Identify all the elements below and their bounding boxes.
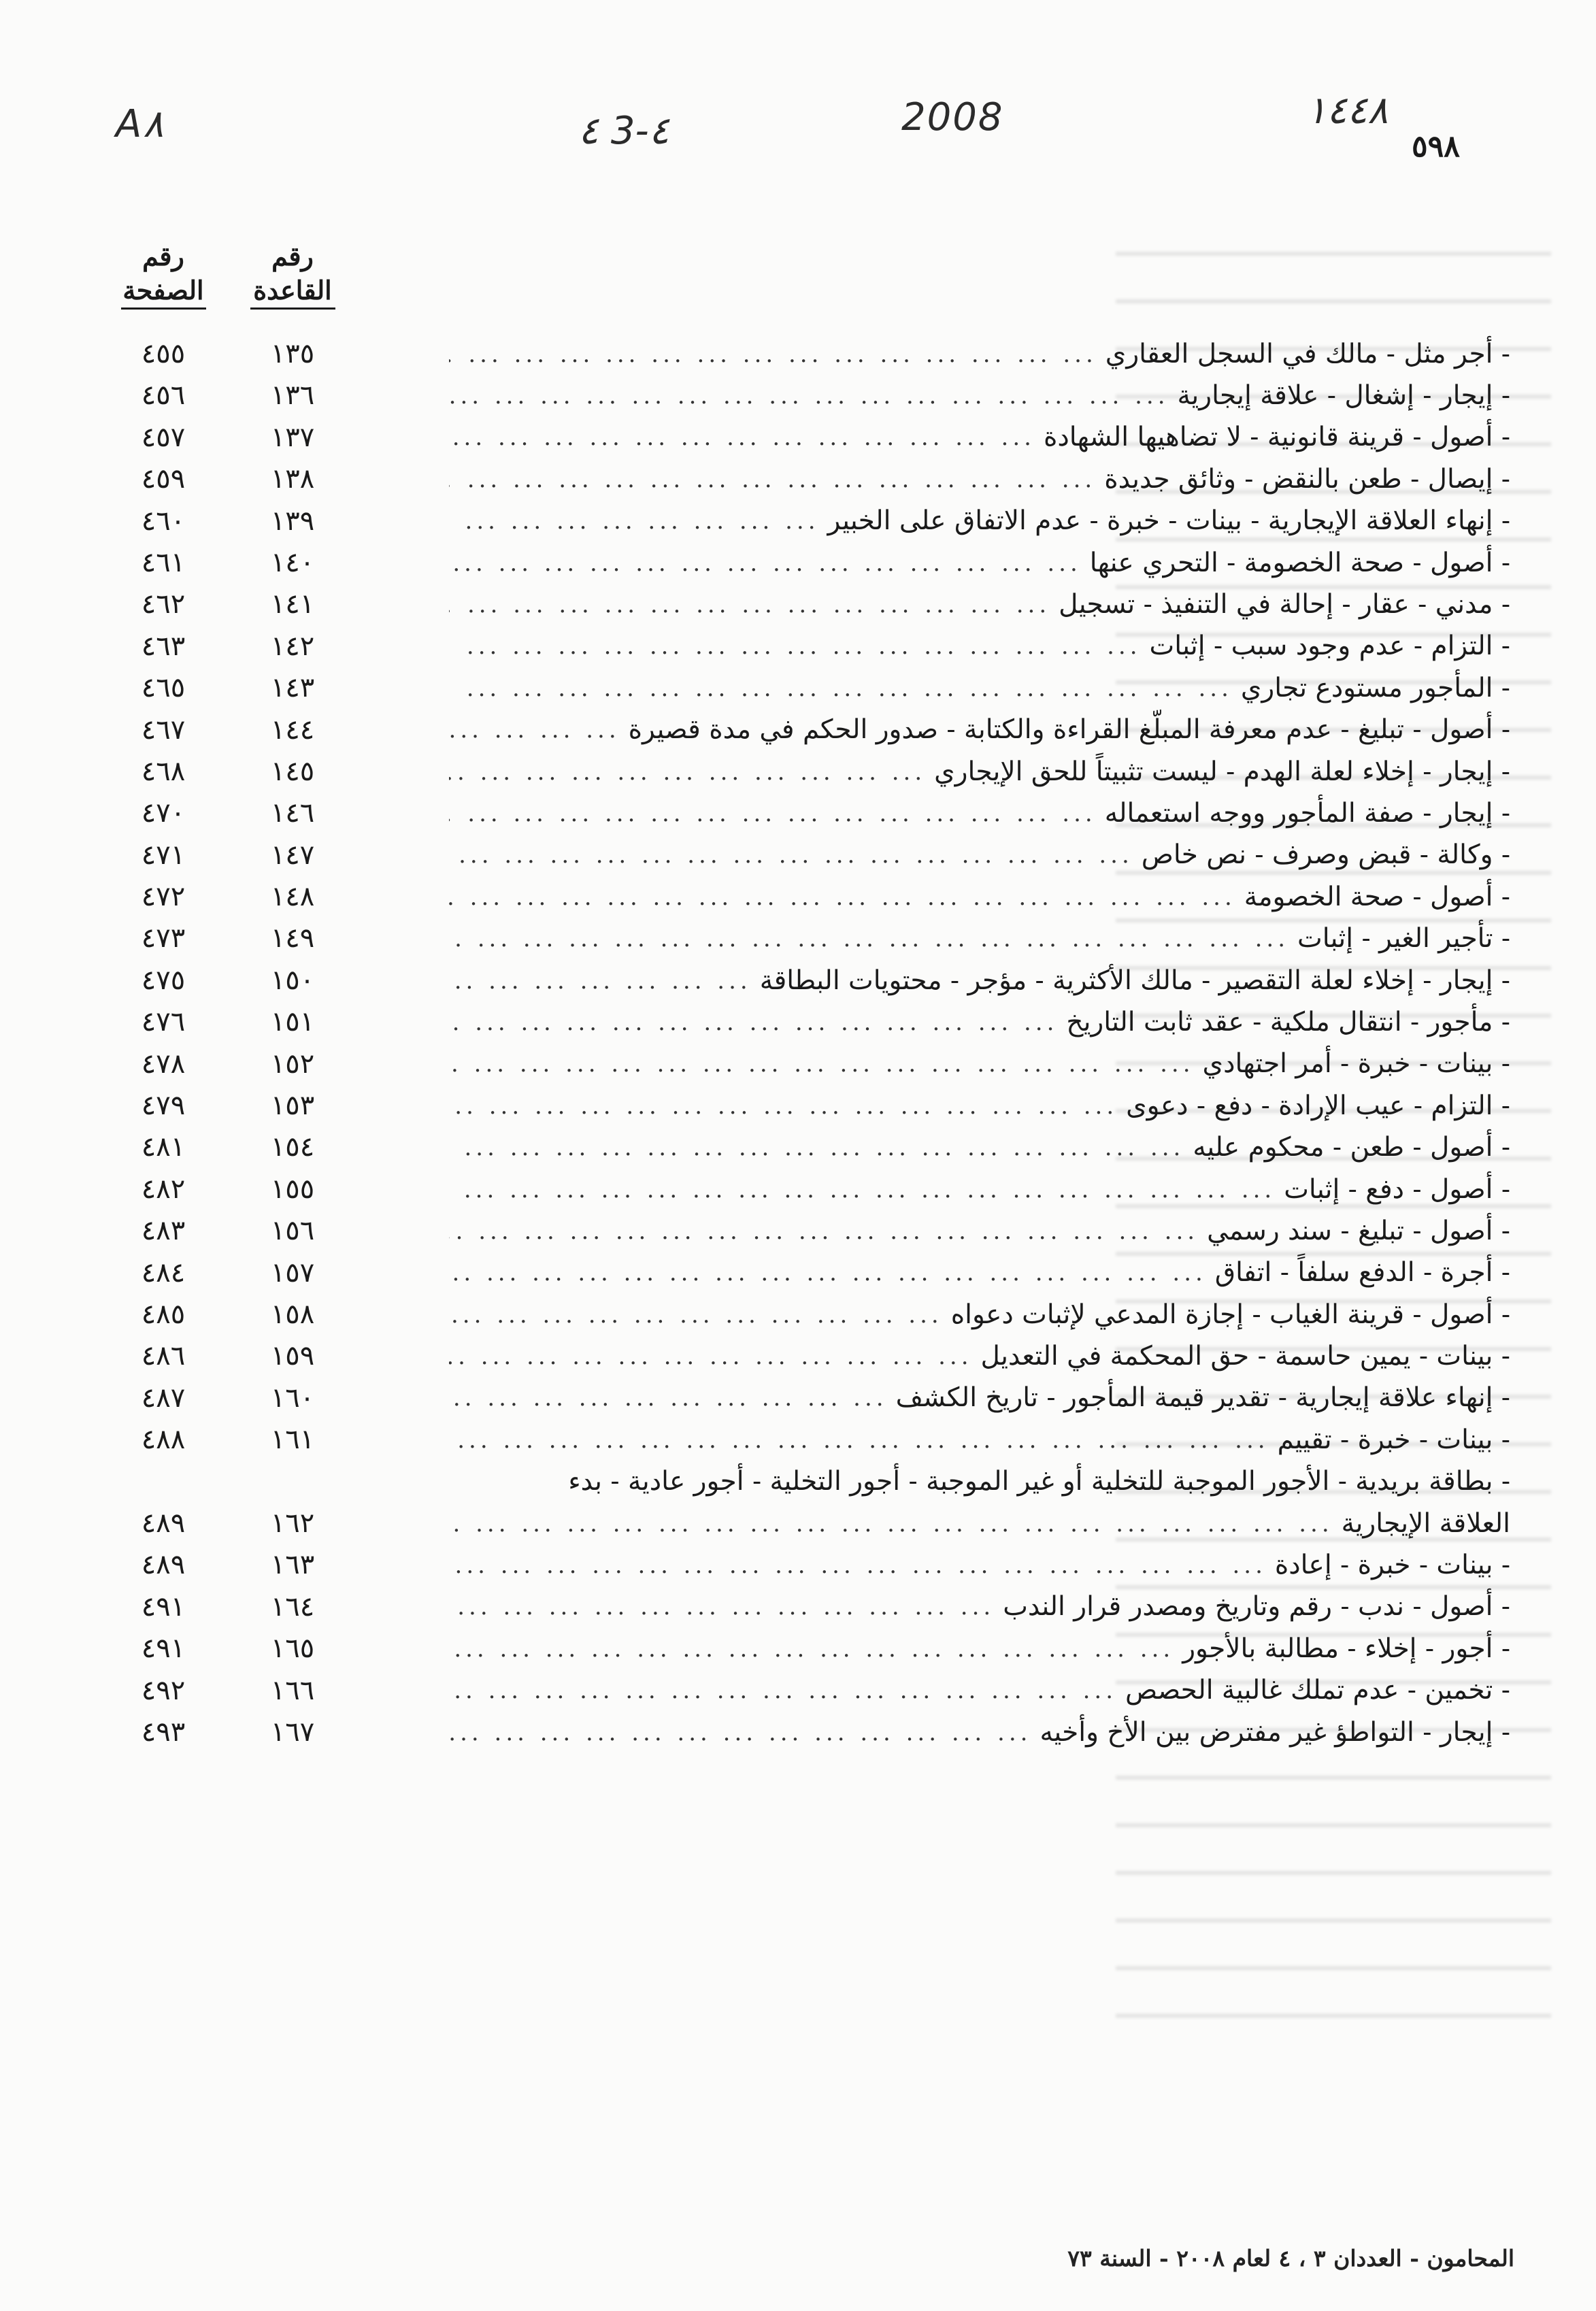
index-entry bbox=[116, 1001, 1510, 1043]
index-entry-title: - أصول - قرينة قانونية - لا تضاهيها الشهادة bbox=[1043, 422, 1510, 453]
index-entry-title: - بينات - خبرة - إعادة bbox=[1274, 1550, 1510, 1581]
index-entry bbox=[116, 667, 1510, 709]
index-entry bbox=[116, 1419, 1510, 1461]
page-reference: ٤٨٨ bbox=[141, 1424, 186, 1456]
index-entry bbox=[116, 1252, 1510, 1294]
index-entry-line bbox=[449, 375, 1510, 416]
index-entry bbox=[116, 1210, 1510, 1252]
index-entry-title: - بينات - يمين حاسمة - حق المحكمة في التعديل bbox=[980, 1341, 1510, 1372]
page-reference: ٤٦٠ bbox=[141, 505, 186, 537]
rule-number: ١٣٨ bbox=[270, 463, 315, 495]
rule-number: ١٥٢ bbox=[270, 1048, 315, 1080]
dot-leader bbox=[449, 1635, 1174, 1663]
dot-leader bbox=[449, 466, 1096, 493]
rule-number: ١٦٠ bbox=[270, 1382, 315, 1414]
dot-leader bbox=[449, 759, 926, 786]
page-number: ٥٩٨ bbox=[1412, 129, 1460, 164]
dot-leader bbox=[449, 1343, 973, 1370]
index-entry-line bbox=[449, 876, 1510, 918]
index-entry-title: - تخمين - عدم تملك غالبية الحصص bbox=[1125, 1675, 1510, 1706]
rule-number: ١٣٦ bbox=[270, 380, 315, 412]
index-entry bbox=[116, 1503, 1510, 1544]
index-entry-line bbox=[449, 1085, 1510, 1127]
rule-number: ١٤٥ bbox=[270, 755, 315, 787]
index-entry-title: - مأجور - انتقال ملكية - عقد ثابت التاريخ bbox=[1066, 1006, 1510, 1037]
page-reference: ٤٩٣ bbox=[141, 1716, 186, 1748]
dot-leader bbox=[449, 884, 1236, 911]
rule-number: ١٦٣ bbox=[270, 1549, 315, 1581]
index-entry-line bbox=[449, 710, 1510, 751]
index-entry-title: العلاقة الإيجارية bbox=[1341, 1508, 1510, 1539]
page-reference: ٤٧٦ bbox=[141, 1006, 186, 1038]
index-entry bbox=[116, 1628, 1510, 1669]
rule-number: ١٥١ bbox=[270, 1006, 315, 1038]
rule-number: ١٣٧ bbox=[270, 421, 315, 453]
index-entry bbox=[116, 375, 1510, 416]
rule-column-header-line2: القاعدة bbox=[250, 273, 335, 310]
index-entry-line bbox=[449, 1544, 1510, 1586]
page-reference: ٤٦٣ bbox=[141, 630, 186, 662]
rule-number: ١٥٧ bbox=[270, 1257, 315, 1288]
index-entry-line bbox=[449, 626, 1510, 667]
rule-number: ١٤٦ bbox=[270, 797, 315, 829]
index-entry bbox=[116, 710, 1510, 751]
rule-number: ١٥٦ bbox=[270, 1215, 315, 1247]
rule-number: ١٤٩ bbox=[270, 922, 315, 954]
index-entry bbox=[116, 1294, 1510, 1335]
rule-number: ١٦٤ bbox=[270, 1591, 315, 1623]
rule-number: ١٦٦ bbox=[270, 1674, 315, 1706]
page-reference: ٤٧٢ bbox=[141, 881, 186, 913]
page-reference: ٤٧٥ bbox=[141, 964, 186, 996]
dot-leader bbox=[449, 550, 1082, 577]
index-entry-title: - أجرة - الدفع سلفاً - اتفاق bbox=[1214, 1257, 1510, 1288]
index-entry-line bbox=[449, 1503, 1510, 1544]
index-entry-title: - أصول - صحة الخصومة - التحري عنها bbox=[1089, 547, 1510, 578]
index-entry bbox=[116, 1169, 1510, 1210]
index-entry bbox=[116, 751, 1510, 793]
index-entry-line bbox=[449, 1586, 1510, 1628]
page-reference: ٤٨٥ bbox=[141, 1298, 186, 1330]
dot-leader bbox=[449, 1593, 995, 1620]
rule-number: ١٣٩ bbox=[270, 505, 315, 537]
index-entry-line bbox=[449, 960, 1510, 1001]
index-entry-title: - إيجار - إخلاء لعلة الهدم - ليست تثبيتاً للحق الإيجاري bbox=[934, 756, 1510, 787]
dot-leader bbox=[449, 1719, 1031, 1746]
index-entry-line bbox=[449, 918, 1510, 959]
index-entry-title: - التزام - عدم وجود سبب - إثبات bbox=[1149, 631, 1510, 662]
page-reference: ٤٨٧ bbox=[141, 1382, 186, 1414]
index-entry-line bbox=[449, 1628, 1510, 1669]
page-reference: ٤٦١ bbox=[141, 546, 186, 578]
page-reference: ٤٧٨ bbox=[141, 1048, 186, 1080]
handwritten-year: 2008 bbox=[901, 95, 1004, 139]
index-entry-title: - إيصال - طعن بالنقض - وثائق جديدة bbox=[1104, 463, 1510, 495]
page-reference: ٤٧٣ bbox=[141, 922, 186, 954]
index-entry-line bbox=[449, 584, 1510, 625]
index-entry-title: - أصول - طعن - محكوم عليه bbox=[1193, 1132, 1510, 1163]
handwritten-mark-middle: ٤ 3-٤ bbox=[578, 109, 669, 153]
index-entry-title: - أجر مثل - مالك في السجل العقاري bbox=[1105, 338, 1510, 369]
page-reference: ٤٨٦ bbox=[141, 1340, 186, 1372]
index-entry-line bbox=[449, 1169, 1510, 1210]
page-reference: ٤٩١ bbox=[141, 1633, 186, 1665]
page-reference: ٤٦٥ bbox=[141, 672, 186, 704]
index-entry-title: - إيجار - صفة المأجور ووجه استعماله bbox=[1104, 797, 1510, 829]
rule-number: ١٤٣ bbox=[270, 672, 315, 704]
dot-leader bbox=[449, 424, 1035, 451]
page-reference: ٤٨٩ bbox=[141, 1507, 186, 1539]
index-entry-title: - مدني - عقار - إحالة في التنفيذ - تسجيل bbox=[1059, 589, 1510, 620]
rule-number: ١٦١ bbox=[270, 1424, 315, 1456]
dot-leader bbox=[449, 842, 1133, 869]
index-entry bbox=[116, 835, 1510, 876]
index-entry-line bbox=[449, 751, 1510, 793]
index-entry-title: - إيجار - إشغال - علاقة إيجارية bbox=[1177, 380, 1510, 412]
index-entry-title: - أصول - تبليغ - سند رسمي bbox=[1207, 1215, 1510, 1246]
page-column-header-line1: رقم bbox=[142, 241, 184, 271]
index-entry bbox=[116, 1670, 1510, 1712]
index-entry bbox=[116, 626, 1510, 667]
index-entry bbox=[116, 1378, 1510, 1419]
index-entry bbox=[116, 1085, 1510, 1127]
index-entry bbox=[116, 417, 1510, 459]
index-entry bbox=[116, 918, 1510, 959]
rule-number: ١٦٢ bbox=[270, 1507, 315, 1539]
index-entry bbox=[116, 1586, 1510, 1628]
index-entry bbox=[116, 1044, 1510, 1085]
page-reference: ٤٨٤ bbox=[141, 1257, 186, 1288]
index-entry bbox=[116, 1461, 1510, 1503]
index-entry-line bbox=[449, 793, 1510, 834]
dot-leader bbox=[449, 1510, 1333, 1537]
dot-leader bbox=[449, 1218, 1199, 1245]
index-entry bbox=[116, 1712, 1510, 1753]
handwritten-mark-right: ١٤٤٨ bbox=[1306, 88, 1389, 133]
index-entry bbox=[116, 542, 1510, 584]
dot-leader bbox=[449, 925, 1289, 952]
index-entry-title: - إيجار - إخلاء لعلة التقصير - مالك الأكثرية - مؤجر - محتويات البطاقة bbox=[759, 965, 1510, 996]
index-entry bbox=[116, 1127, 1510, 1168]
index-entry-line bbox=[449, 1419, 1510, 1461]
rule-number: ١٦٧ bbox=[270, 1716, 315, 1748]
dot-leader bbox=[449, 1259, 1207, 1286]
index-entry-title: - أصول - تبليغ - عدم معرفة المبلّغ القراءة والكتابة - صدور الحكم في مدة قصيرة bbox=[628, 714, 1510, 746]
index-entry-title: - أجور - إخلاء - مطالبة بالأجور bbox=[1182, 1633, 1510, 1664]
index-entry-title: - أصول - صحة الخصومة bbox=[1244, 881, 1510, 912]
index-entry-line bbox=[449, 1044, 1510, 1085]
index-entry-title: - إيجار - التواطؤ غير مفترض بين الأخ وأخيه bbox=[1040, 1716, 1510, 1748]
index-entry bbox=[116, 876, 1510, 918]
index-entry-line bbox=[449, 1461, 1510, 1503]
dot-leader bbox=[449, 1093, 1118, 1120]
page-reference: ٤٧١ bbox=[141, 839, 186, 871]
index-entry-line bbox=[449, 1001, 1510, 1043]
dot-leader bbox=[449, 967, 752, 995]
index-entry-line bbox=[449, 667, 1510, 709]
page-reference: ٤٥٩ bbox=[141, 463, 186, 495]
index-entry-line bbox=[449, 1712, 1510, 1753]
index-entry-title: - تأجير الغير - إثبات bbox=[1297, 923, 1510, 954]
rule-number: ١٥٤ bbox=[270, 1131, 315, 1163]
dot-leader bbox=[449, 1050, 1195, 1078]
rule-number: ١٤١ bbox=[270, 588, 315, 620]
page-reference: ٤٩١ bbox=[141, 1591, 186, 1623]
index-entry-line bbox=[449, 835, 1510, 876]
handwritten-mark-left: A٨ bbox=[116, 102, 164, 146]
index-entry bbox=[116, 584, 1510, 625]
rule-number: ١٤٨ bbox=[270, 881, 315, 913]
index-entry bbox=[116, 333, 1510, 375]
dot-leader bbox=[449, 382, 1169, 410]
index-entry-line bbox=[449, 417, 1510, 459]
dot-leader bbox=[449, 1009, 1058, 1036]
rule-number: ١٣٥ bbox=[270, 338, 315, 369]
index-entry-line bbox=[449, 501, 1510, 542]
index-entry-title: - التزام - عيب الإرادة - دفع - دعوى bbox=[1126, 1090, 1510, 1121]
index-entry-title: - إنهاء علاقة إيجارية - تقدير قيمة المأجور - تاريخ الكشف bbox=[895, 1382, 1510, 1414]
dot-leader bbox=[449, 341, 1097, 368]
dot-leader bbox=[449, 800, 1097, 827]
page-reference: ٤٥٦ bbox=[141, 380, 186, 412]
page-reference: ٤٨٢ bbox=[141, 1173, 186, 1205]
index-entry-title: - بينات - خبرة - تقييم bbox=[1277, 1424, 1510, 1455]
dot-leader bbox=[449, 1677, 1117, 1704]
dot-leader bbox=[449, 1427, 1269, 1454]
dot-leader bbox=[449, 633, 1142, 660]
rule-number: ١٤٢ bbox=[270, 630, 315, 662]
index-entry bbox=[116, 501, 1510, 542]
index-entry-title: - أصول - دفع - إثبات bbox=[1284, 1174, 1510, 1205]
page-reference: ٤٨٩ bbox=[141, 1549, 186, 1581]
page-reference: ٤٨١ bbox=[141, 1131, 186, 1163]
index-entry bbox=[116, 960, 1510, 1001]
index-list bbox=[116, 333, 1510, 1753]
rule-number: ١٦٥ bbox=[270, 1633, 315, 1665]
index-entry-title: - بطاقة بريدية - الأجور الموجبة للتخلية أو غير الموجبة - أجور التخلية - أجور عادية - بدء bbox=[568, 1466, 1510, 1497]
page-column-header bbox=[116, 239, 211, 310]
dot-leader bbox=[449, 1134, 1184, 1161]
index-entry bbox=[116, 1544, 1510, 1586]
page-reference: ٤٧٠ bbox=[141, 797, 186, 829]
index-entry bbox=[116, 793, 1510, 834]
index-entry-line bbox=[449, 1294, 1510, 1335]
dot-leader bbox=[449, 1384, 888, 1412]
rule-number: ١٥٨ bbox=[270, 1298, 315, 1330]
dot-leader bbox=[449, 1176, 1276, 1203]
rule-number: ١٤٠ bbox=[270, 546, 315, 578]
page-reference: ٤٥٥ bbox=[141, 338, 186, 369]
index-entry-line bbox=[449, 1252, 1510, 1294]
rule-number: ١٥٣ bbox=[270, 1090, 315, 1122]
index-entry-line bbox=[449, 1670, 1510, 1712]
page-reference: ٤٩٢ bbox=[141, 1674, 186, 1706]
index-entry-title: - المأجور مستودع تجاري bbox=[1240, 672, 1510, 703]
rule-column-header bbox=[245, 239, 340, 310]
footer: المحامون - العددان ٣ ، ٤ لعام ٢٠٠٨ - السنة ٧٣ bbox=[1067, 2245, 1514, 2272]
rule-number: ١٥٠ bbox=[270, 964, 315, 996]
page-reference: ٤٥٧ bbox=[141, 421, 186, 453]
index-entry-title: - أصول - قرينة الغياب - إجازة المدعي لإثبات دعواه bbox=[950, 1299, 1510, 1330]
page-reference: ٤٦٧ bbox=[141, 714, 186, 746]
index-entry-title: - أصول - ندب - رقم وتاريخ ومصدر قرار الندب bbox=[1003, 1591, 1510, 1623]
rule-number: ١٤٧ bbox=[270, 839, 315, 871]
index-entry-title: - بينات - خبرة - أمر اجتهادي bbox=[1202, 1048, 1510, 1080]
rule-number: ١٥٥ bbox=[270, 1173, 315, 1205]
page-reference: ٤٦٨ bbox=[141, 755, 186, 787]
dot-leader bbox=[449, 716, 620, 744]
dot-leader bbox=[449, 1552, 1267, 1579]
index-entry-line bbox=[449, 333, 1510, 375]
index-entry-line bbox=[449, 1127, 1510, 1168]
index-entry bbox=[116, 459, 1510, 500]
index-entry-title: - إنهاء العلاقة الإيجارية - بينات - خبرة - عدم الاتفاق على الخبير bbox=[827, 505, 1510, 537]
dot-leader bbox=[449, 508, 820, 535]
index-entry bbox=[116, 1335, 1510, 1377]
rule-column-header-line1: رقم bbox=[271, 241, 314, 271]
dot-leader bbox=[449, 591, 1050, 618]
rule-number: ١٤٤ bbox=[270, 714, 315, 746]
index-entry-line bbox=[449, 1210, 1510, 1252]
index-entry-line bbox=[449, 1378, 1510, 1419]
index-entry-line bbox=[449, 1335, 1510, 1377]
page-reference: ٤٨٣ bbox=[141, 1215, 186, 1247]
rule-number: ١٥٩ bbox=[270, 1340, 315, 1372]
page-reference: ٤٧٩ bbox=[141, 1090, 186, 1122]
index-entry-line bbox=[449, 542, 1510, 584]
page-column-header-line2: الصفحة bbox=[121, 273, 206, 310]
dot-leader bbox=[449, 675, 1233, 702]
index-entry-line bbox=[449, 459, 1510, 500]
page-reference: ٤٦٢ bbox=[141, 588, 186, 620]
index-entry-title: - وكالة - قبض وصرف - نص خاص bbox=[1141, 839, 1510, 871]
dot-leader bbox=[449, 1301, 943, 1329]
